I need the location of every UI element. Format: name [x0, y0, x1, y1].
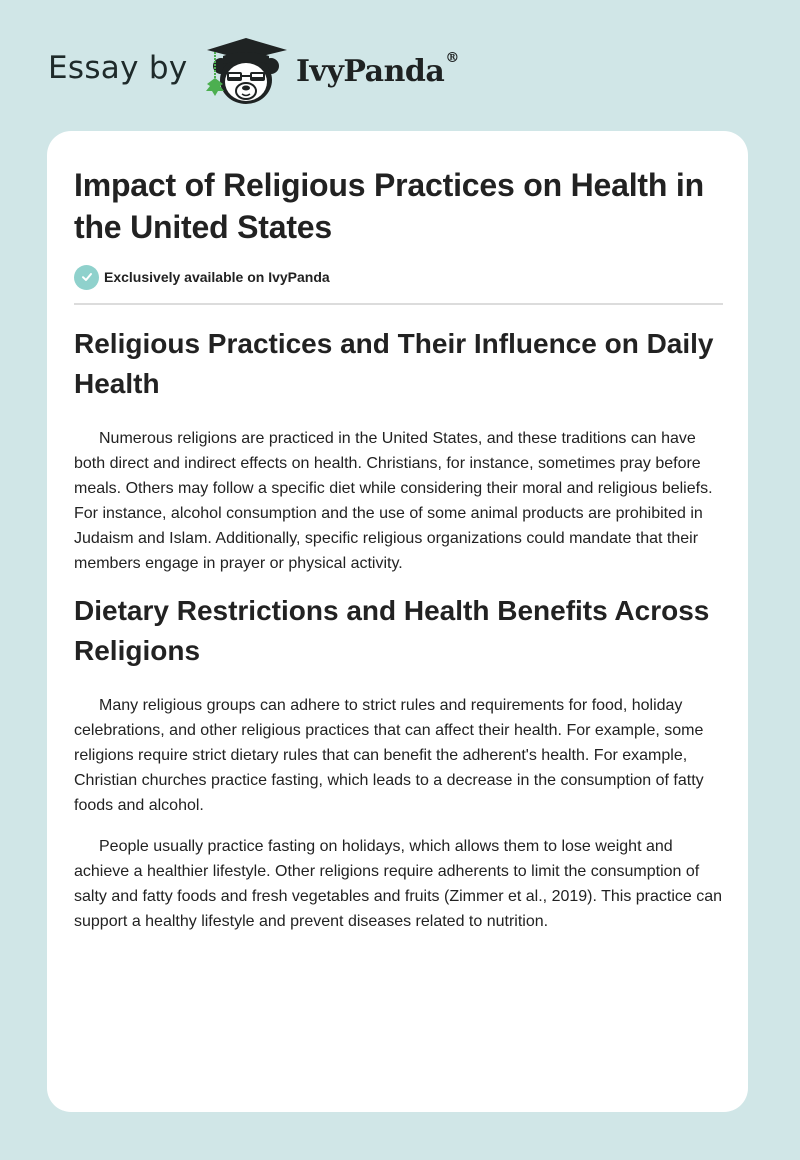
essay-card [47, 131, 748, 1112]
section-heading: Dietary Restrictions and Health Benefits Across Religions [74, 595, 710, 666]
essay-by-label: Essay by [48, 50, 188, 86]
divider [74, 303, 723, 305]
registered-mark: ® [445, 50, 459, 66]
section-paragraph: Many religious groups can adhere to strict rules and requirements for food, holiday celebrations, and other religious practices that can affect their health. For example, some religions require strict dietary rules that can benefit the adherent's health. For example, Christian churches practice fasting, which leads to a decrease in the consumption of fatty foods and alcohol. [74, 697, 704, 814]
page-title: Impact of Religious Practices on Health in the United States [74, 167, 704, 245]
brand-text: IvyPanda [296, 54, 445, 89]
section-paragraph: People usually practice fasting on holidays, which allows them to lose weight and achieve a healthier lifestyle. Other religions require adherents to limit the consumption of salty and fatty foods and fresh vegetables and fruits (Zimmer et al., 2019). This practice can support a healthy lifestyle and prevent diseases related to nutrition. [74, 838, 723, 930]
check-circle-icon [74, 265, 99, 290]
section-paragraph: Numerous religions are practiced in the United States, and these traditions can have both direct and indirect effects on health. Christians, for instance, sometimes pray before meals. Others may follow a specific diet while considering their moral and religious beliefs. For instance, alcohol consumption and the use of some animal products are prohibited in Judaism and Islam. Additionally, specific religious organizations could mandate that their members engage in prayer or physical activity. [74, 430, 713, 572]
panda-graduation-cap-logo-icon[interactable] [203, 36, 289, 108]
site-header [0, 0, 800, 130]
section-heading: Religious Practices and Their Influence on Daily Health [74, 328, 714, 399]
exclusive-badge-text: Exclusively available on IvyPanda [104, 269, 330, 285]
exclusive-badge [74, 264, 330, 290]
brand-name[interactable] [296, 50, 459, 89]
